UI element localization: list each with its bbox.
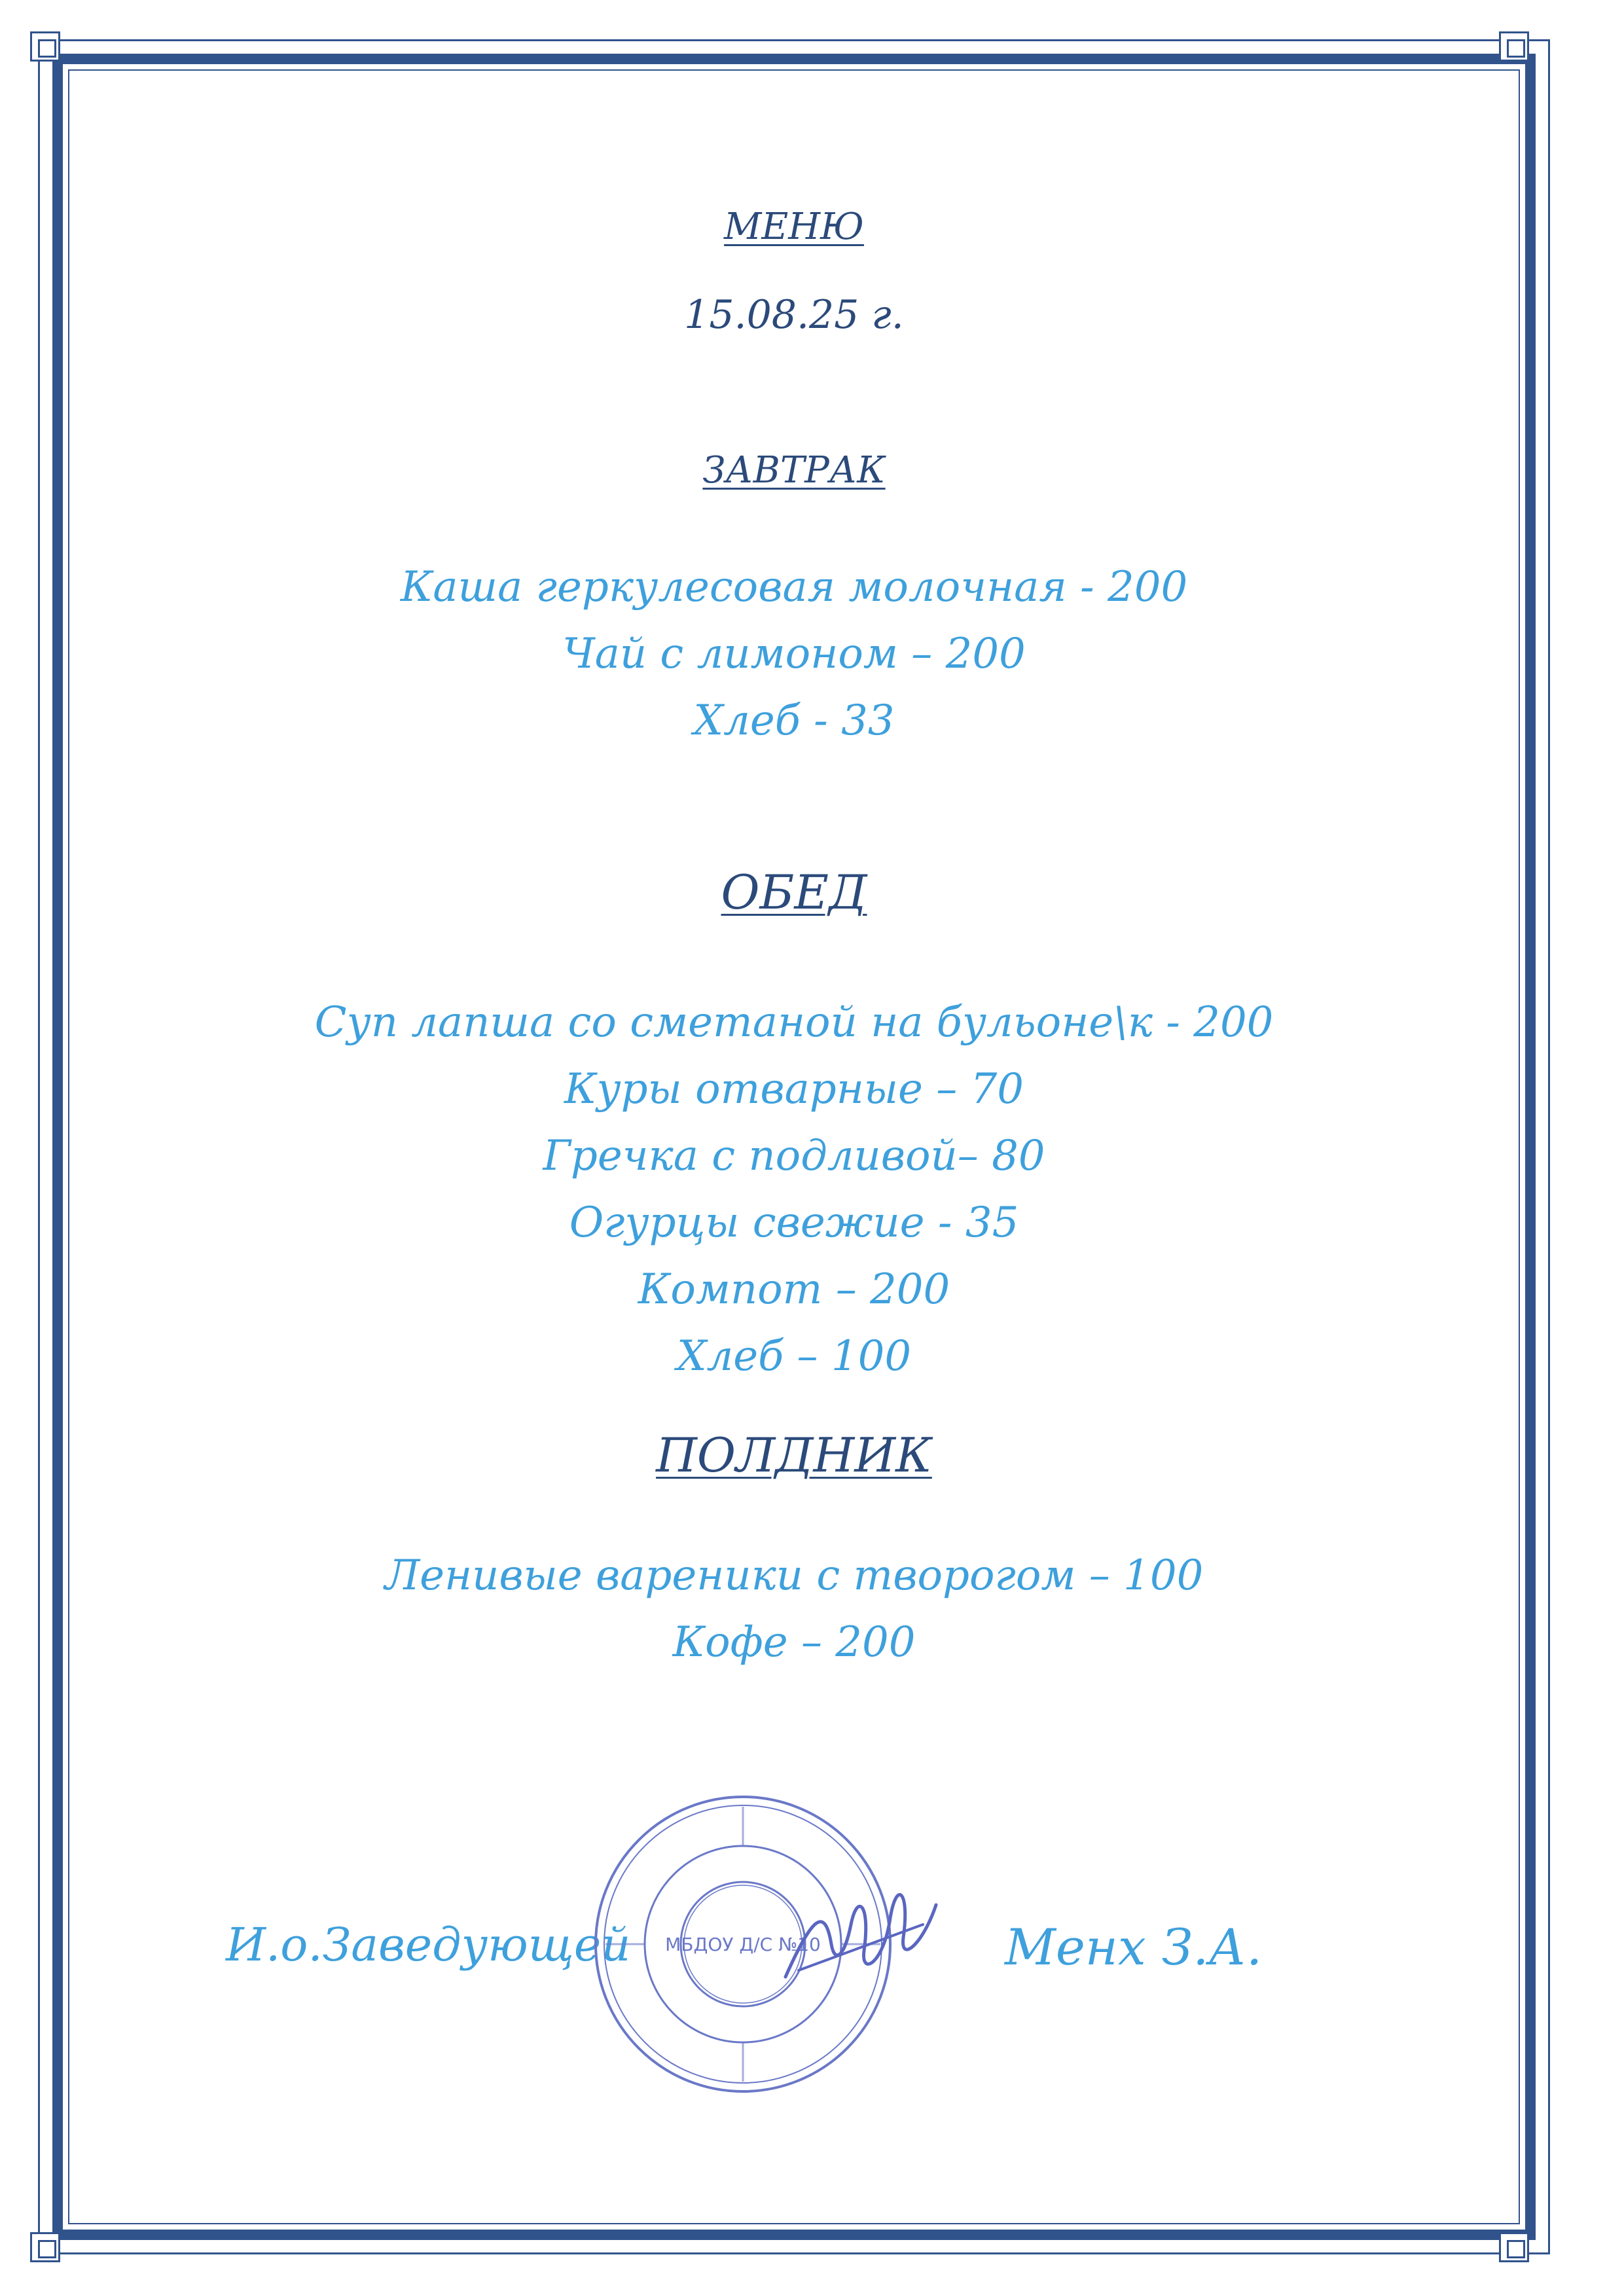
menu-item: Чай с лимоном – 200 <box>562 630 1026 678</box>
frame-corner-ornament <box>30 31 60 62</box>
menu-item: Кофе – 200 <box>672 1618 916 1667</box>
frame-corner-ornament <box>1499 2232 1529 2262</box>
menu-item: Гречка с подливой– 80 <box>543 1132 1045 1180</box>
menu-item: Компот – 200 <box>638 1265 950 1314</box>
menu-item: Хлеб – 100 <box>676 1332 912 1381</box>
section-title-breakfast: ЗАВТРАК <box>702 449 886 492</box>
menu-item: Каша геркулесовая молочная - 200 <box>400 563 1188 611</box>
menu-item: Ленивые вареники с творогом – 100 <box>384 1551 1204 1600</box>
breakfast-items <box>68 554 1520 754</box>
menu-item: Куры отварные – 70 <box>564 1065 1024 1113</box>
menu-item: Суп лапша со сметаной на бульоне\к - 200 <box>314 998 1274 1047</box>
snack-items <box>68 1542 1520 1676</box>
signatory-role: И.о.Заведующей <box>226 1918 631 1972</box>
frame-corner-ornament <box>30 2232 60 2262</box>
section-title-snack: ПОЛДНИК <box>656 1428 932 1483</box>
menu-title: МЕНЮ <box>724 206 864 248</box>
lunch-items <box>68 989 1520 1390</box>
section-title-lunch: ОБЕД <box>721 865 867 920</box>
frame-corner-ornament <box>1499 31 1529 62</box>
stamp-center-text: МБДОУ Д/С №10 <box>665 1934 821 1955</box>
menu-item: Огурцы свежие - 35 <box>569 1199 1019 1247</box>
signatory-name: Менх З.А. <box>1005 1918 1263 1976</box>
handwritten-signature <box>772 1866 943 2010</box>
menu-item: Хлеб - 33 <box>693 696 895 745</box>
menu-date: 15.08.25 г. <box>684 292 904 338</box>
